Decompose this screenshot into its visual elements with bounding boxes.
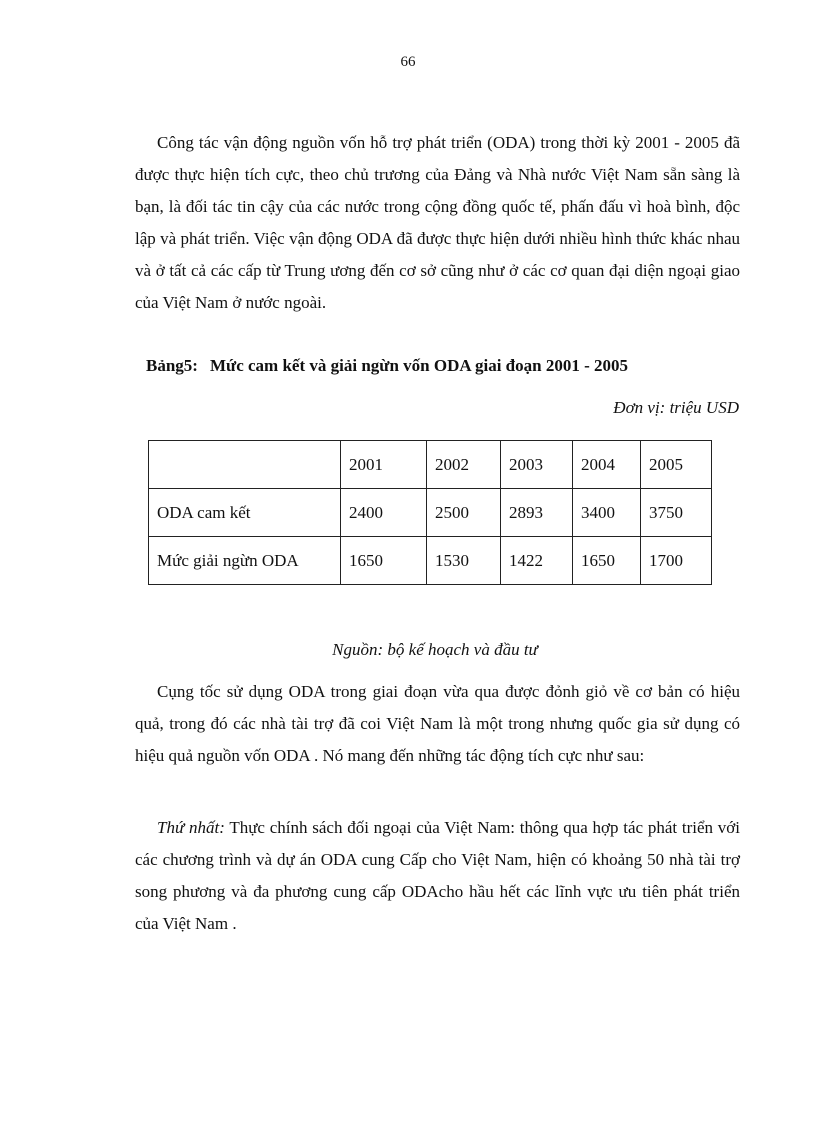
- table-cell: 1650: [341, 537, 427, 585]
- table-cell: 2893: [501, 489, 573, 537]
- intro-paragraph-text: Công tác vận động nguồn vốn hỗ trợ phát triển (ODA) trong thời kỳ 2001 - 2005 đã được thực hiện tích cực, theo chủ trương của Đảng và Nhà nước Việt Nam sẵn sàng là bạn, là đối tác tin cậy của các nước trong cộng đồng quốc tế, phấn đấu vì hoà bình, độc lập và phát triển. Việc vận động ODA đã được thực hiện dưới nhiều hình thức khác nhau và ở tất cả các cấp từ Trung ương đến cơ sở cũng như ở các cơ quan đại diện ngoại giao của Việt Nam ở nước ngoài.: [135, 133, 740, 312]
- table-row: [149, 489, 712, 537]
- first-point-text: Thực chính sách đối ngoại của Việt Nam: thông qua hợp tác phát triển với các chương trình và dự án ODA cung Cấp cho Việt Nam, hiện có khoảng 50 nhà tài trợ song phương và đa phương cung cấp ODAcho hầu hết các lĩnh vực ưu tiên phát triển của Việt Nam .: [135, 818, 740, 933]
- table-row: [149, 537, 712, 585]
- header-cell-year: 2001: [341, 441, 427, 489]
- table-cell: 1530: [427, 537, 501, 585]
- table-cell: 1650: [573, 537, 641, 585]
- unit-note: Đơn vị: triệu USD: [613, 398, 739, 417]
- table-cell: 1422: [501, 537, 573, 585]
- row-label: Mức giải ngừn ODA: [149, 537, 341, 585]
- first-point-lead: Thứ nhất:: [157, 818, 225, 837]
- table-caption-number: Bảng5:: [146, 356, 198, 375]
- intro-paragraph: [135, 127, 740, 319]
- evaluation-paragraph: [135, 676, 740, 772]
- table-cell: 2400: [341, 489, 427, 537]
- source-note: Nguồn: bộ kế hoạch và đầu tư: [332, 640, 538, 659]
- oda-table: [148, 440, 712, 585]
- table-header-row: [149, 441, 712, 489]
- table-caption-title: Mức cam kết và giải ngừn vốn ODA giai đoạn 2001 - 2005: [209, 356, 628, 375]
- table-caption: [146, 356, 628, 376]
- first-point-paragraph: [135, 812, 740, 940]
- header-cell-empty: [149, 441, 341, 489]
- row-label: ODA cam kết: [149, 489, 341, 537]
- header-cell-year: 2002: [427, 441, 501, 489]
- table-cell: 2500: [427, 489, 501, 537]
- header-cell-year: 2003: [501, 441, 573, 489]
- page-number: 66: [400, 54, 416, 70]
- header-cell-year: 2005: [641, 441, 712, 489]
- header-cell-year: 2004: [573, 441, 641, 489]
- table-cell: 3750: [641, 489, 712, 537]
- table-cell: 1700: [641, 537, 712, 585]
- table-cell: 3400: [573, 489, 641, 537]
- evaluation-paragraph-text: Cụng tốc sử dụng ODA trong giai đoạn vừa qua được đỏnh giỏ về cơ bản có hiệu quả, trong đó các nhà tài trợ đã coi Việt Nam là một trong nhưng quốc gia sử dụng có hiệu quả nguồn vốn ODA . Nó mang đến những tác động tích cực như sau:: [135, 682, 740, 765]
